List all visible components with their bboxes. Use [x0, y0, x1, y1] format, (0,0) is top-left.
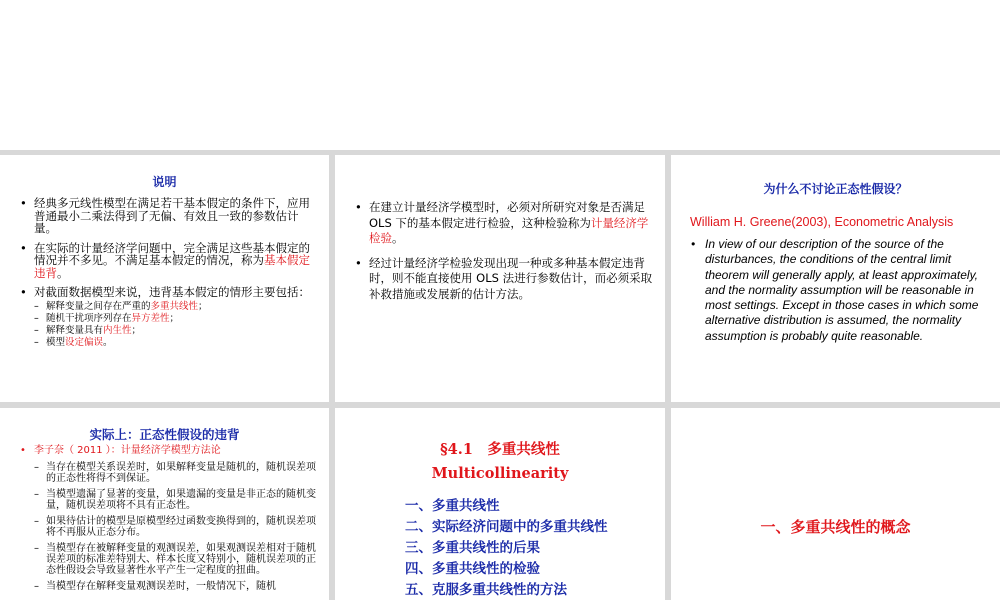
table-of-contents: [405, 496, 608, 600]
source-text: 李子奈（ 2011 ）：计量经济学模型方法论: [34, 445, 221, 456]
sub-bullet-item: – 如果待估计的模型是原模型经过函数变换得到的，随机误差项将不再服从正态分布。: [34, 516, 320, 538]
bullet-item: [18, 445, 320, 592]
toc-item: 二、实际经济问题中的多重共线性: [405, 519, 608, 535]
bullet-list: [18, 445, 320, 597]
bullet-item: • 在建立计量经济学模型时，必须对所研究对象是否满足 OLS 下的基本假定进行检验，这种检验称为计量经济学检验。: [353, 200, 653, 247]
slide-thumbnail-3[interactable]: [671, 155, 1000, 402]
section-subtitle: Multicollinearity: [431, 465, 569, 482]
sub-bullet-list: [34, 301, 318, 349]
sub-bullet-item: – 当模型存在解释变量观测误差时，一般情况下，随机: [34, 581, 320, 592]
highlight-text: 异方差性: [131, 312, 170, 324]
bullet-list: [18, 197, 318, 356]
slide-thumbnail-1[interactable]: [0, 155, 329, 402]
sub-bullet-item: – 当存在模型关系误差时，如果解释变量是随机的，随机误差项的正态性将得不到保证。: [34, 462, 320, 484]
sub-bullet-item: – 模型设定偏误。: [34, 337, 318, 349]
highlight-text: 多重共线性: [150, 300, 199, 312]
toc-item: 三、多重共线性的后果: [405, 540, 540, 556]
sub-bullet-item: – 当模型遗漏了显著的变量，如果遗漏的变量是非正态的随机变量，随机误差项将不具有正态性。: [34, 489, 320, 511]
quote-text: • In view of our description of the source of the disturbances, the conditions of the central limit theorem will generally apply, at least approximately, and the normality assumption will be reasonable in most settings. Except in those cases in which some alternative distribution is assumed, the normality assumption is probably quite reasonable.: [689, 237, 989, 344]
slide-title: 为什么不讨论正态性假设？: [763, 182, 908, 196]
bullet-item: • 经典多元线性模型在满足若干基本假定的条件下，应用普通最小二乘法得到了无偏、有效且一致的参数估计量。: [18, 197, 318, 235]
slide-title: 实际上：正态性假设的违背: [89, 427, 240, 442]
toc-item: 五、克服多重共线性的方法: [405, 582, 567, 598]
bullet-item: • 对截面数据模型来说，违背基本假定的情形主要包括： – 解释变量之间存在严重的多重共线性； – 随机干扰项序列存在异方差性； – 解释变量具有内生性； – 模型设定偏误。: [18, 286, 318, 349]
slide-thumbnail-6[interactable]: [671, 408, 1000, 600]
sub-bullet-item: – 解释变量具有内生性；: [34, 325, 318, 337]
sub-bullet-list: [34, 462, 320, 592]
sub-bullet-item: – 随机干扰项序列存在异方差性；: [34, 313, 318, 325]
citation-author: William H. Greene(2003), Econometric Analysis: [690, 215, 954, 229]
bullet-item: • 经过计量经济学检验发现出现一种或多种基本假定违背时，则不能直接使用 OLS 法进行参数估计，而必须采取补救措施或发展新的估计方法。: [353, 256, 653, 303]
slide-thumbnail-4[interactable]: [0, 408, 329, 600]
slide-thumbnail-2[interactable]: [335, 155, 665, 402]
sub-bullet-item: – 解释变量之间存在严重的多重共线性；: [34, 301, 318, 313]
slide-title: 说明: [152, 175, 177, 189]
bullet-list: [689, 237, 989, 344]
bullet-list: [353, 200, 653, 311]
highlight-text: 内生性: [103, 324, 132, 336]
toc-item: 四、多重共线性的检验: [405, 561, 540, 577]
slide-thumbnail-5[interactable]: [335, 408, 665, 600]
highlight-text: 计量经济学检验: [369, 215, 649, 245]
bullet-item: • 在实际的计量经济学问题中，完全满足这些基本假定的情况并不多见。不满足基本假定的情况，称为基本假定违背。: [18, 242, 318, 280]
section-title: §4.1 多重共线性: [440, 441, 560, 458]
sub-bullet-item: – 当模型存在被解释变量的观测误差，如果观测误差相对于随机误差项的标准差特别大、样本长度又特别小，随机误差项的正态性假设会导致显著性水平产生一定程度的扭曲。: [34, 543, 320, 576]
highlight-text: 设定偏误: [65, 336, 104, 348]
slide-heading: 一、多重共线性的概念: [760, 518, 911, 536]
highlight-text: 基本假定违背: [34, 253, 310, 280]
toc-item: 一、多重共线性: [405, 498, 500, 514]
